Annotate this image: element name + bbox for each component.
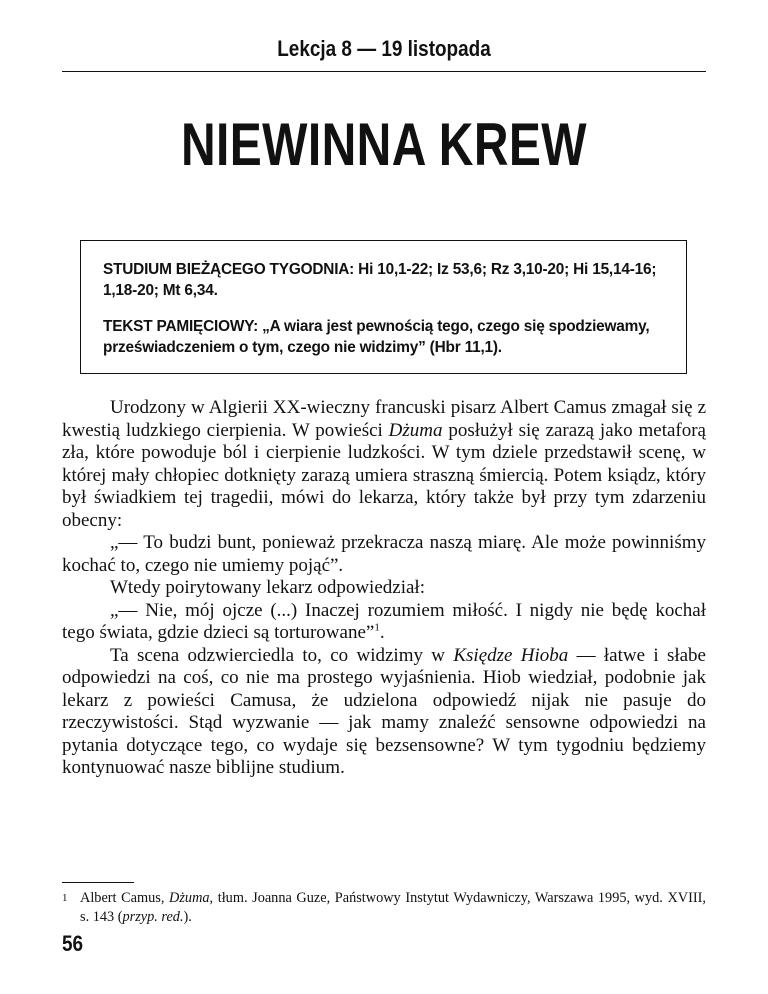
paragraph-4 xyxy=(62,600,706,645)
memory-text: TEKST PAMIĘCIOWY: „A wiara jest pewnością tego, czego się spodziewamy, przeświadczeniem o tym, czego nie widzimy” (Hbr 11,1). xyxy=(103,318,650,356)
paragraph-1-text-b: posłużył się zarazą jako metaforą zła, które powoduje ból i cierpienie ludzkości. W tym dziele przedstawił scenę, w której mały chłopiec dotknięty zarazą umiera straszną śmiercią. Potem ksiądz, który był świadkiem tej tragedii, mówi do lekarza, który także był przy tym zdarzeniu obecny: xyxy=(62,419,706,531)
body-text xyxy=(62,397,706,780)
paragraph-4-text: „— Nie, mój ojcze (...) Inaczej rozumiem miłość. I nigdy nie będę kochał tego świata, gdzie dzieci są torturowane” xyxy=(62,599,706,643)
weekly-study: STUDIUM BIEŻĄCEGO TYGODNIA: Hi 10,1-22; Iz 53,6; Rz 3,10-20; Hi 15,14-16; 1,18-20; Mt 6,34. xyxy=(103,261,657,299)
paragraph-5-text-a: Ta scena odzwierciedla to, co widzimy w xyxy=(110,644,454,666)
paragraph-5 xyxy=(62,645,706,780)
book-title-job: Księdze Hioba xyxy=(453,644,569,666)
paragraph-1-text-a: Urodzony w Algierii XX-wieczny francuski pisarz Albert Camus zmagał się z kwestią ludzkiego cierpienia. W powieści xyxy=(62,397,706,441)
footnote-book-title: Dżuma xyxy=(169,890,210,906)
page-number: 56 xyxy=(62,931,84,956)
footnote-text-a: Albert Camus, xyxy=(80,890,170,906)
paragraph-5-text-b: — łatwe i słabe odpowiedzi na coś, co nie ma prostego wyjaśnienia. Hiob wiedział, podobnie jak lekarz z powieści Camusa, że udzielona odpowiedź nijak nie pasuje do rzeczywistości. Stąd wyzwanie — jak mamy znaleźć sensowne odpowiedzi na pytania dotyczące tego, co wydaje się bezsensowne? W tym tygodniu będziemy kontynuować nasze biblijne studium. xyxy=(62,644,706,778)
footnote-text-b: , tłum. Joanna Guze, Państwowy Instytut Wydawniczy, Warszawa 1995, wyd. XVIII, s. 143 ( xyxy=(80,890,706,925)
study-box xyxy=(80,240,687,374)
page-title: NIEWINNA KREW xyxy=(180,111,588,178)
footnote-reference: 1 xyxy=(374,621,380,634)
paragraph-2: „— To budzi bunt, ponieważ przekracza naszą miarę. Ale może powinniśmy kochać to, czego nie umiemy pojąć”. xyxy=(62,532,706,576)
footnote xyxy=(62,889,706,927)
lesson-header: Lekcja 8 — 19 listopada xyxy=(277,36,491,61)
footnote-editor-note: przyp. red. xyxy=(122,909,184,925)
footnote-number: 1 xyxy=(62,892,68,904)
book-title-plague: Dżuma xyxy=(388,419,443,441)
footnote-text-c: ). xyxy=(183,909,192,925)
paragraph-1 xyxy=(62,397,706,532)
paragraph-4-end: . xyxy=(379,622,385,643)
paragraph-3: Wtedy poirytowany lekarz odpowiedział: xyxy=(110,577,425,598)
footnote-divider xyxy=(62,882,134,883)
header-divider xyxy=(62,71,706,72)
